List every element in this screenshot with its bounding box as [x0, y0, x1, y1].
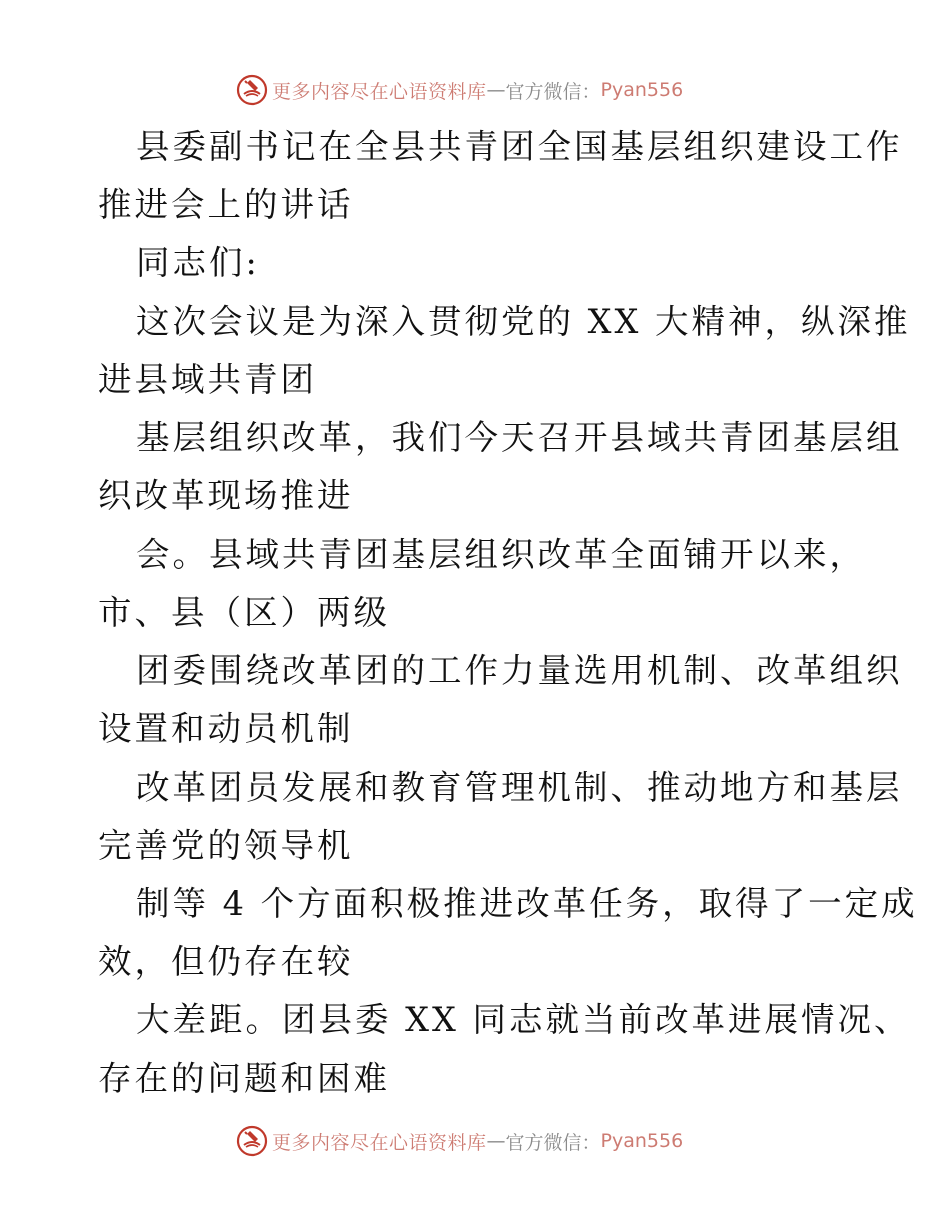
- paragraph-line: 织改革现场推进: [98, 476, 354, 515]
- paragraph-line: 市、县（区）两级: [98, 593, 390, 632]
- paragraph-line: 进县域共青团: [98, 360, 317, 399]
- salutation: 同志们:: [136, 243, 260, 282]
- book-pen-logo-icon: [236, 74, 268, 106]
- header-watermark: [236, 73, 683, 107]
- watermark-text: 更多内容尽在心语资料库: [272, 1131, 487, 1154]
- document-title-line-1: 县委副书记在全县共青团全国基层组织建设工作: [136, 127, 903, 166]
- paragraph-line: 这次会议是为深入贯彻党的 XX 大精神，纵深推: [136, 302, 911, 341]
- paragraph-line: 设置和动员机制: [98, 709, 354, 748]
- paragraph-line: 大差距。团县委 XX 同志就当前改革进展情况、: [136, 1000, 911, 1039]
- book-pen-logo-icon: [236, 1125, 268, 1157]
- watermark-wechat-label: 官方微信：: [505, 80, 601, 103]
- watermark-wechat-id: Pyan556: [600, 1130, 684, 1152]
- paragraph-line: 会。县域共青团基层组织改革全面铺开以来，: [136, 535, 866, 574]
- paragraph-line: 完善党的领导机: [98, 826, 354, 865]
- watermark-separator: —: [486, 79, 506, 101]
- footer-watermark: [236, 1124, 683, 1158]
- paragraph-line: 团委围绕改革团的工作力量选用机制、改革组织: [136, 651, 903, 690]
- watermark-separator: —: [486, 1130, 506, 1152]
- document-title-line-2: 推进会上的讲话: [98, 185, 354, 224]
- watermark-wechat-id: Pyan556: [600, 79, 684, 101]
- paragraph-line: 制等 4 个方面积极推进改革任务，取得了一定成: [136, 884, 918, 923]
- paragraph-line: 基层组织改革，我们今天召开县域共青团基层组: [136, 418, 903, 457]
- paragraph-line: 存在的问题和困难: [98, 1059, 390, 1098]
- paragraph-line: 改革团员发展和教育管理机制、推动地方和基层: [136, 768, 903, 807]
- watermark-wechat-label: 官方微信：: [505, 1131, 601, 1154]
- watermark-text: 更多内容尽在心语资料库: [272, 80, 487, 103]
- paragraph-line: 效，但仍存在较: [98, 942, 354, 981]
